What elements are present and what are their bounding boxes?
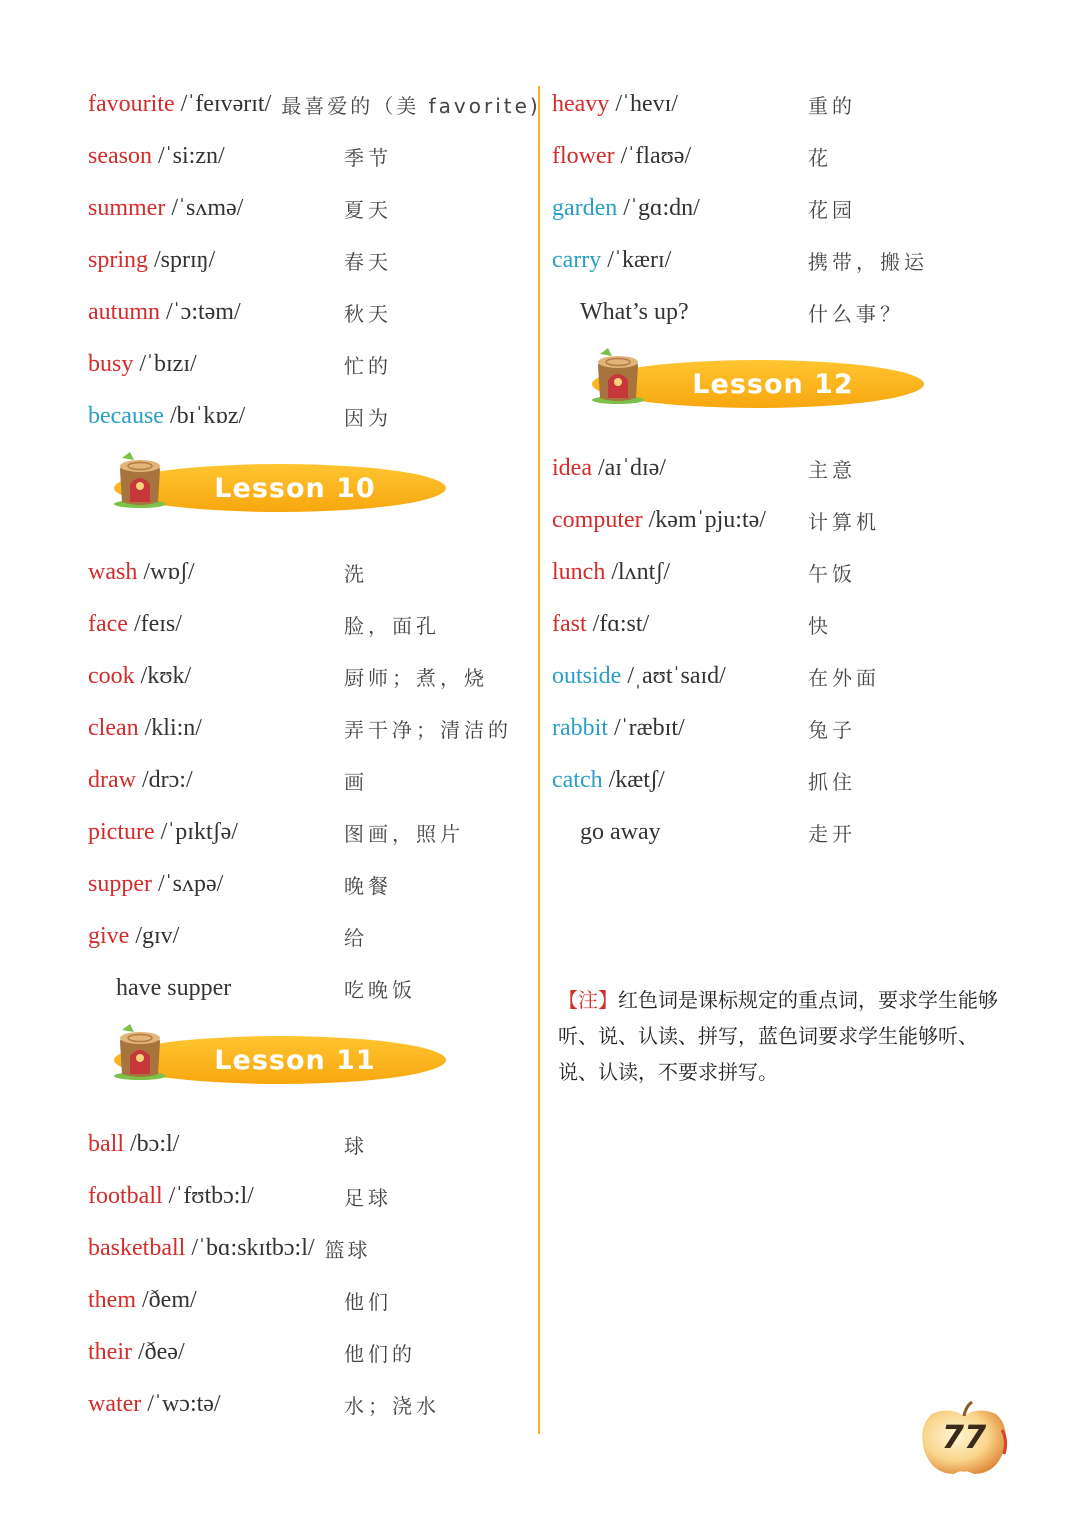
vocab-meaning: 他们 bbox=[344, 1289, 392, 1314]
vocab-word: water bbox=[88, 1390, 142, 1417]
vocab-word: give bbox=[88, 922, 130, 949]
vocab-meaning: 午饭 bbox=[808, 561, 856, 586]
vocab-meaning: 脸，面孔 bbox=[344, 613, 440, 638]
vocab-meaning: 抓住 bbox=[808, 769, 856, 794]
vocab-word: busy bbox=[88, 350, 134, 377]
vocab-row bbox=[552, 806, 1022, 858]
lesson-11-header bbox=[88, 1014, 534, 1118]
vocab-meaning: 球 bbox=[344, 1133, 368, 1158]
vocab-row bbox=[88, 754, 534, 806]
vocab-row bbox=[88, 962, 534, 1014]
vocab-row bbox=[88, 650, 534, 702]
vocab-word: autumn bbox=[88, 298, 160, 325]
vocab-phrase: have supper bbox=[116, 974, 232, 1001]
vocab-phonetic: /ˈflaʊə/ bbox=[620, 142, 692, 169]
vocab-row bbox=[88, 1222, 534, 1274]
vocab-word: basketball bbox=[88, 1234, 186, 1261]
vocab-meaning: 秋天 bbox=[344, 301, 392, 326]
vocab-row bbox=[88, 338, 534, 390]
vocab-phonetic: /ˈræbɪt/ bbox=[613, 714, 685, 741]
vocab-row bbox=[88, 234, 534, 286]
vocab-phonetic: /gɪv/ bbox=[135, 922, 180, 949]
note-paragraph bbox=[558, 982, 998, 1090]
vocab-row bbox=[88, 598, 534, 650]
lesson-title: Lesson 10 bbox=[214, 472, 376, 504]
vocab-row bbox=[552, 598, 1022, 650]
right-column bbox=[552, 78, 1022, 858]
vocab-meaning: 晚餐 bbox=[344, 873, 392, 898]
vocab-word: spring bbox=[88, 246, 148, 273]
vocab-phonetic: /kli:n/ bbox=[144, 714, 202, 741]
vocab-phonetic: /ðeə/ bbox=[137, 1338, 185, 1365]
vocab-phonetic: /ˈsʌpə/ bbox=[157, 870, 224, 897]
tree-stump-house-icon bbox=[590, 344, 646, 404]
vocab-phonetic: /ˈwɔ:tə/ bbox=[147, 1390, 221, 1417]
vocab-meaning: 弄干净；清洁的 bbox=[344, 717, 512, 742]
vocab-word: cook bbox=[88, 662, 135, 689]
vocab-word: garden bbox=[552, 194, 618, 221]
vocab-meaning: 花 bbox=[808, 145, 832, 170]
vocab-phonetic: /ˈhevɪ/ bbox=[615, 90, 678, 117]
vocab-word: picture bbox=[88, 818, 155, 845]
note-text: 红色词是课标规定的重点词，要求学生能够听、说、认读、拼写，蓝色词要求学生能够听、说、认读，不要求拼写。 bbox=[558, 988, 998, 1084]
vocab-row bbox=[88, 1170, 534, 1222]
vocab-word: summer bbox=[88, 194, 166, 221]
vocab-word: face bbox=[88, 610, 128, 637]
vocab-meaning: 洗 bbox=[344, 561, 368, 586]
vocab-word: favourite bbox=[88, 90, 175, 117]
vocab-phonetic: /sprɪŋ/ bbox=[154, 246, 216, 273]
vocab-row bbox=[552, 182, 1022, 234]
word-list bbox=[88, 78, 541, 442]
vocab-row bbox=[552, 546, 1022, 598]
vocab-word: draw bbox=[88, 766, 136, 793]
vocab-meaning: 给 bbox=[344, 925, 368, 950]
vocab-row bbox=[88, 806, 534, 858]
vocab-word: wash bbox=[88, 558, 138, 585]
vocab-meaning: 他们的 bbox=[344, 1341, 416, 1366]
vocab-word: fast bbox=[552, 610, 587, 637]
vocab-meaning: 厨师；煮，烧 bbox=[344, 665, 488, 690]
vocab-phonetic: /ˈfʊtbɔ:l/ bbox=[168, 1182, 254, 1209]
vocab-meaning: 夏天 bbox=[344, 197, 392, 222]
vocab-meaning: 快 bbox=[808, 613, 832, 638]
vocab-meaning: 携带，搬运 bbox=[808, 249, 928, 274]
tree-stump-house-icon bbox=[112, 448, 168, 508]
vocab-word: because bbox=[88, 402, 164, 429]
vocab-row bbox=[88, 1118, 534, 1170]
vocab-meaning: 因为 bbox=[344, 405, 392, 430]
vocab-meaning: 兔子 bbox=[808, 717, 856, 742]
vocab-word: their bbox=[88, 1338, 132, 1365]
vocab-word: clean bbox=[88, 714, 139, 741]
vocab-meaning: 画 bbox=[344, 769, 368, 794]
vocab-meaning: 重的 bbox=[808, 93, 856, 118]
vocab-word: rabbit bbox=[552, 714, 608, 741]
vocab-row bbox=[552, 702, 1022, 754]
lesson-title: Lesson 11 bbox=[214, 1044, 376, 1076]
word-list bbox=[552, 78, 1022, 338]
vocab-row bbox=[552, 234, 1022, 286]
tree-stump-house-icon bbox=[112, 1020, 168, 1080]
vocab-row bbox=[88, 1378, 534, 1430]
vocab-row bbox=[88, 130, 534, 182]
vocab-meaning: 吃晚饭 bbox=[344, 977, 416, 1002]
vocab-phonetic: /feɪs/ bbox=[133, 610, 182, 637]
vocab-row bbox=[88, 182, 534, 234]
word-list bbox=[88, 1118, 534, 1430]
vocab-phonetic: /lʌntʃ/ bbox=[611, 558, 670, 585]
vocab-row bbox=[88, 1274, 534, 1326]
lesson-10-header bbox=[88, 442, 534, 546]
vocab-row bbox=[552, 494, 1022, 546]
vocab-word: outside bbox=[552, 662, 622, 689]
vocab-row bbox=[88, 910, 534, 962]
vocab-meaning: 主意 bbox=[808, 457, 856, 482]
vocab-row bbox=[88, 1326, 534, 1378]
vocab-word: football bbox=[88, 1182, 163, 1209]
vocab-meaning: 在外面 bbox=[808, 665, 880, 690]
vocab-meaning: 水；浇水 bbox=[344, 1393, 440, 1418]
vocab-row bbox=[552, 754, 1022, 806]
vocab-word: season bbox=[88, 142, 152, 169]
vocab-word: carry bbox=[552, 246, 602, 273]
vocab-row bbox=[552, 130, 1022, 182]
vocab-meaning: 图画，照片 bbox=[344, 821, 464, 846]
vocab-meaning: 足球 bbox=[344, 1185, 392, 1210]
vocab-phonetic: /ˈɔ:təm/ bbox=[166, 298, 241, 325]
vocab-row bbox=[88, 390, 534, 442]
vocab-phonetic: /ðem/ bbox=[142, 1286, 197, 1313]
note-tag: 【注】 bbox=[558, 988, 618, 1012]
vocab-row bbox=[552, 286, 1022, 338]
vocab-phonetic: /aɪˈdɪə/ bbox=[597, 454, 666, 481]
word-list bbox=[552, 442, 1022, 858]
vocab-phonetic: /bɔ:l/ bbox=[130, 1130, 180, 1157]
left-column bbox=[88, 78, 541, 1430]
vocab-phonetic: /bɪˈkɒz/ bbox=[169, 402, 246, 429]
vocab-row bbox=[88, 858, 534, 910]
vocab-row bbox=[552, 78, 1022, 130]
vocab-word: catch bbox=[552, 766, 603, 793]
vocab-row bbox=[88, 702, 534, 754]
vocab-word: supper bbox=[88, 870, 152, 897]
vocab-phonetic: /drɔ:/ bbox=[141, 766, 193, 793]
vocab-phrase: What’s up? bbox=[580, 298, 689, 325]
vocab-phrase: go away bbox=[580, 818, 661, 845]
vocab-phonetic: /ˈgɑ:dn/ bbox=[623, 194, 700, 221]
vocab-phonetic: /ˈsʌmə/ bbox=[171, 194, 244, 221]
column-divider bbox=[538, 86, 540, 1434]
vocab-word: them bbox=[88, 1286, 136, 1313]
vocab-phonetic: /ˌaʊtˈsaɪd/ bbox=[627, 662, 726, 689]
vocab-meaning: 花园 bbox=[808, 197, 856, 222]
vocab-phonetic: /kəmˈpju:tə/ bbox=[648, 506, 766, 533]
vocab-meaning: 走开 bbox=[808, 821, 856, 846]
vocab-row bbox=[88, 546, 534, 598]
vocab-phonetic: /ˈbɑ:skɪtbɔ:l/ bbox=[191, 1234, 315, 1261]
word-list bbox=[88, 546, 534, 1014]
vocab-meaning: 忙的 bbox=[344, 353, 392, 378]
vocab-row bbox=[88, 286, 534, 338]
vocab-row bbox=[552, 650, 1022, 702]
vocab-meaning: 计算机 bbox=[808, 509, 880, 534]
lesson-12-header bbox=[552, 338, 1022, 442]
vocab-word: idea bbox=[552, 454, 592, 481]
lesson-title: Lesson 12 bbox=[692, 368, 854, 400]
vocab-row bbox=[552, 442, 1022, 494]
vocab-word: ball bbox=[88, 1130, 124, 1157]
vocab-word: lunch bbox=[552, 558, 606, 585]
vocab-phonetic: /ˈkærɪ/ bbox=[607, 246, 672, 273]
vocab-word: computer bbox=[552, 506, 643, 533]
vocab-word: flower bbox=[552, 142, 615, 169]
vocab-phonetic: /fɑ:st/ bbox=[592, 610, 650, 637]
vocab-meaning: 春天 bbox=[344, 249, 392, 274]
vocab-phonetic: /kʊk/ bbox=[140, 662, 192, 689]
vocab-word: heavy bbox=[552, 90, 610, 117]
vocab-phonetic: /ˈbɪzɪ/ bbox=[139, 350, 197, 377]
vocab-phonetic: /wɒʃ/ bbox=[143, 558, 195, 585]
vocab-meaning: 最喜爱的（美 favorite) bbox=[281, 93, 541, 118]
vocab-row bbox=[88, 78, 541, 130]
vocab-phonetic: /ˈfeɪvərɪt/ bbox=[180, 90, 272, 117]
vocab-meaning: 篮球 bbox=[324, 1237, 371, 1262]
vocab-meaning: 什么事？ bbox=[808, 301, 904, 326]
vocab-phonetic: /ˈpɪktʃə/ bbox=[160, 818, 238, 845]
vocab-phonetic: /kætʃ/ bbox=[608, 766, 665, 793]
page-number: 77 bbox=[941, 1418, 987, 1456]
vocab-meaning: 季节 bbox=[344, 145, 392, 170]
vocab-phonetic: /ˈsi:zn/ bbox=[157, 142, 225, 169]
